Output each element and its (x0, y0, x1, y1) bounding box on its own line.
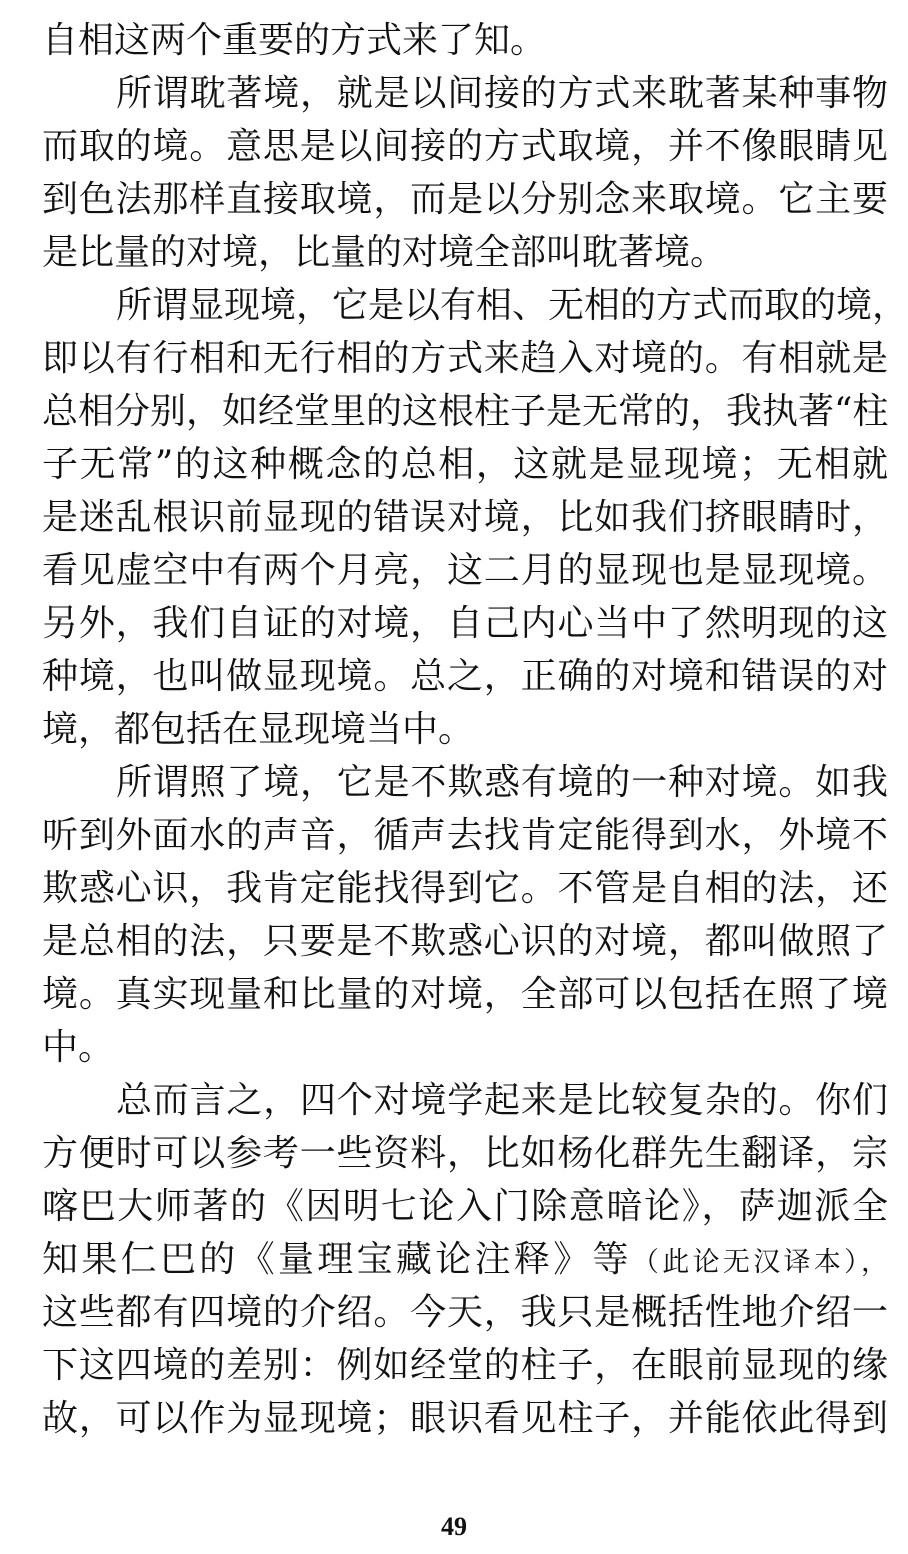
text-line (42, 862, 888, 915)
text-line (42, 120, 888, 173)
text-line-content: 是比量的对境，比量的对境全部叫耽著境。 (42, 232, 727, 273)
text-line (42, 915, 888, 968)
text-line (42, 385, 888, 438)
text-line-content: 是迷乱根识前显现的错误对境，比如我们挤眼睛时， (42, 497, 888, 538)
page-number: 49 (441, 1512, 467, 1541)
text-line-content: 这些都有四境的介绍。今天，我只是概括性地介绍一 (42, 1292, 888, 1333)
text-line-content: 种境，也叫做显现境。总之，正确的对境和错误的对 (42, 656, 888, 697)
text-line-content: 到色法那样直接取境，而是以分别念来取境。它主要 (42, 179, 888, 220)
text-line-content: 总相分别，如经堂里的这根柱子是无常的，我执著“柱 (42, 391, 889, 432)
text-line-content: 所谓显现境，它是以有相、无相的方式而取的境， (116, 285, 908, 326)
text-line (42, 67, 888, 120)
text-line-content: 欺惑心识，我肯定能找得到它。不管是自相的法，还 (42, 868, 888, 909)
text-line (42, 1074, 888, 1127)
text-line-content: 所谓耽著境，就是以间接的方式来耽著某种事物 (116, 73, 888, 114)
text-line (42, 703, 888, 756)
text-line (42, 1127, 888, 1180)
text-line (42, 226, 888, 279)
text-line (42, 173, 888, 226)
text-line (42, 597, 888, 650)
text-line-content: 是总相的法，只要是不欺惑心识的对境，都叫做照了 (42, 921, 888, 962)
text-line-content: 境，都包括在显现境当中。 (42, 709, 475, 750)
text-line (42, 1021, 888, 1074)
text-line (42, 809, 888, 862)
text-line-content: 知果仁巴的《量理宝藏论注释》等 (42, 1239, 632, 1280)
text-line (42, 1233, 888, 1286)
text-line (42, 650, 888, 703)
text-line (42, 491, 888, 544)
text-line (42, 1180, 888, 1233)
text-line (42, 1339, 888, 1392)
text-line-content: 子无常”的这种概念的总相，这就是显现境；无相就 (42, 444, 888, 485)
text-line-content: 自相这两个重要的方式来了知。 (42, 20, 547, 61)
text-line-content: 喀巴大师著的《因明七论入门除意暗论》，萨迦派全 (42, 1186, 888, 1227)
text-line-content: 即以有行相和无行相的方式来趋入对境的。有相就是 (42, 338, 888, 379)
text-line (42, 332, 888, 385)
text-line-content: 境。真实现量和比量的对境，全部可以包括在照了境 (42, 974, 888, 1015)
text-line-content: 方便时可以参考一些资料，比如杨化群先生翻译，宗 (42, 1133, 888, 1174)
text-line (42, 1286, 888, 1339)
text-line (42, 14, 888, 67)
text-line-content: 而取的境。意思是以间接的方式取境，并不像眼睛见 (42, 126, 888, 167)
text-line (42, 756, 888, 809)
text-line (42, 544, 888, 597)
text-line-content: 所谓照了境，它是不欺惑有境的一种对境。如我 (116, 762, 888, 803)
text-line-content: 总而言之，四个对境学起来是比较复杂的。你们 (116, 1080, 888, 1121)
text-line (42, 279, 908, 332)
text-line-content: 下这四境的差别：例如经堂的柱子，在眼前显现的缘 (42, 1345, 888, 1386)
text-line-content: 另外，我们自证的对境，自己内心当中了然明现的这 (42, 603, 888, 644)
text-line (42, 968, 888, 1021)
body-text (42, 14, 908, 1445)
text-line-content: 听到外面水的声音，循声去找肯定能得到水，外境不 (42, 815, 888, 856)
text-line (42, 438, 888, 491)
text-line-content: 故，可以作为显现境；眼识看见柱子，并能依此得到 (42, 1398, 888, 1439)
text-line-content: 看见虚空中有两个月亮，这二月的显现也是显现境。 (42, 550, 888, 591)
text-line-content: 中。 (42, 1027, 115, 1068)
text-line (42, 1392, 888, 1445)
inline-note: （此论无汉译本）， (631, 1247, 888, 1278)
